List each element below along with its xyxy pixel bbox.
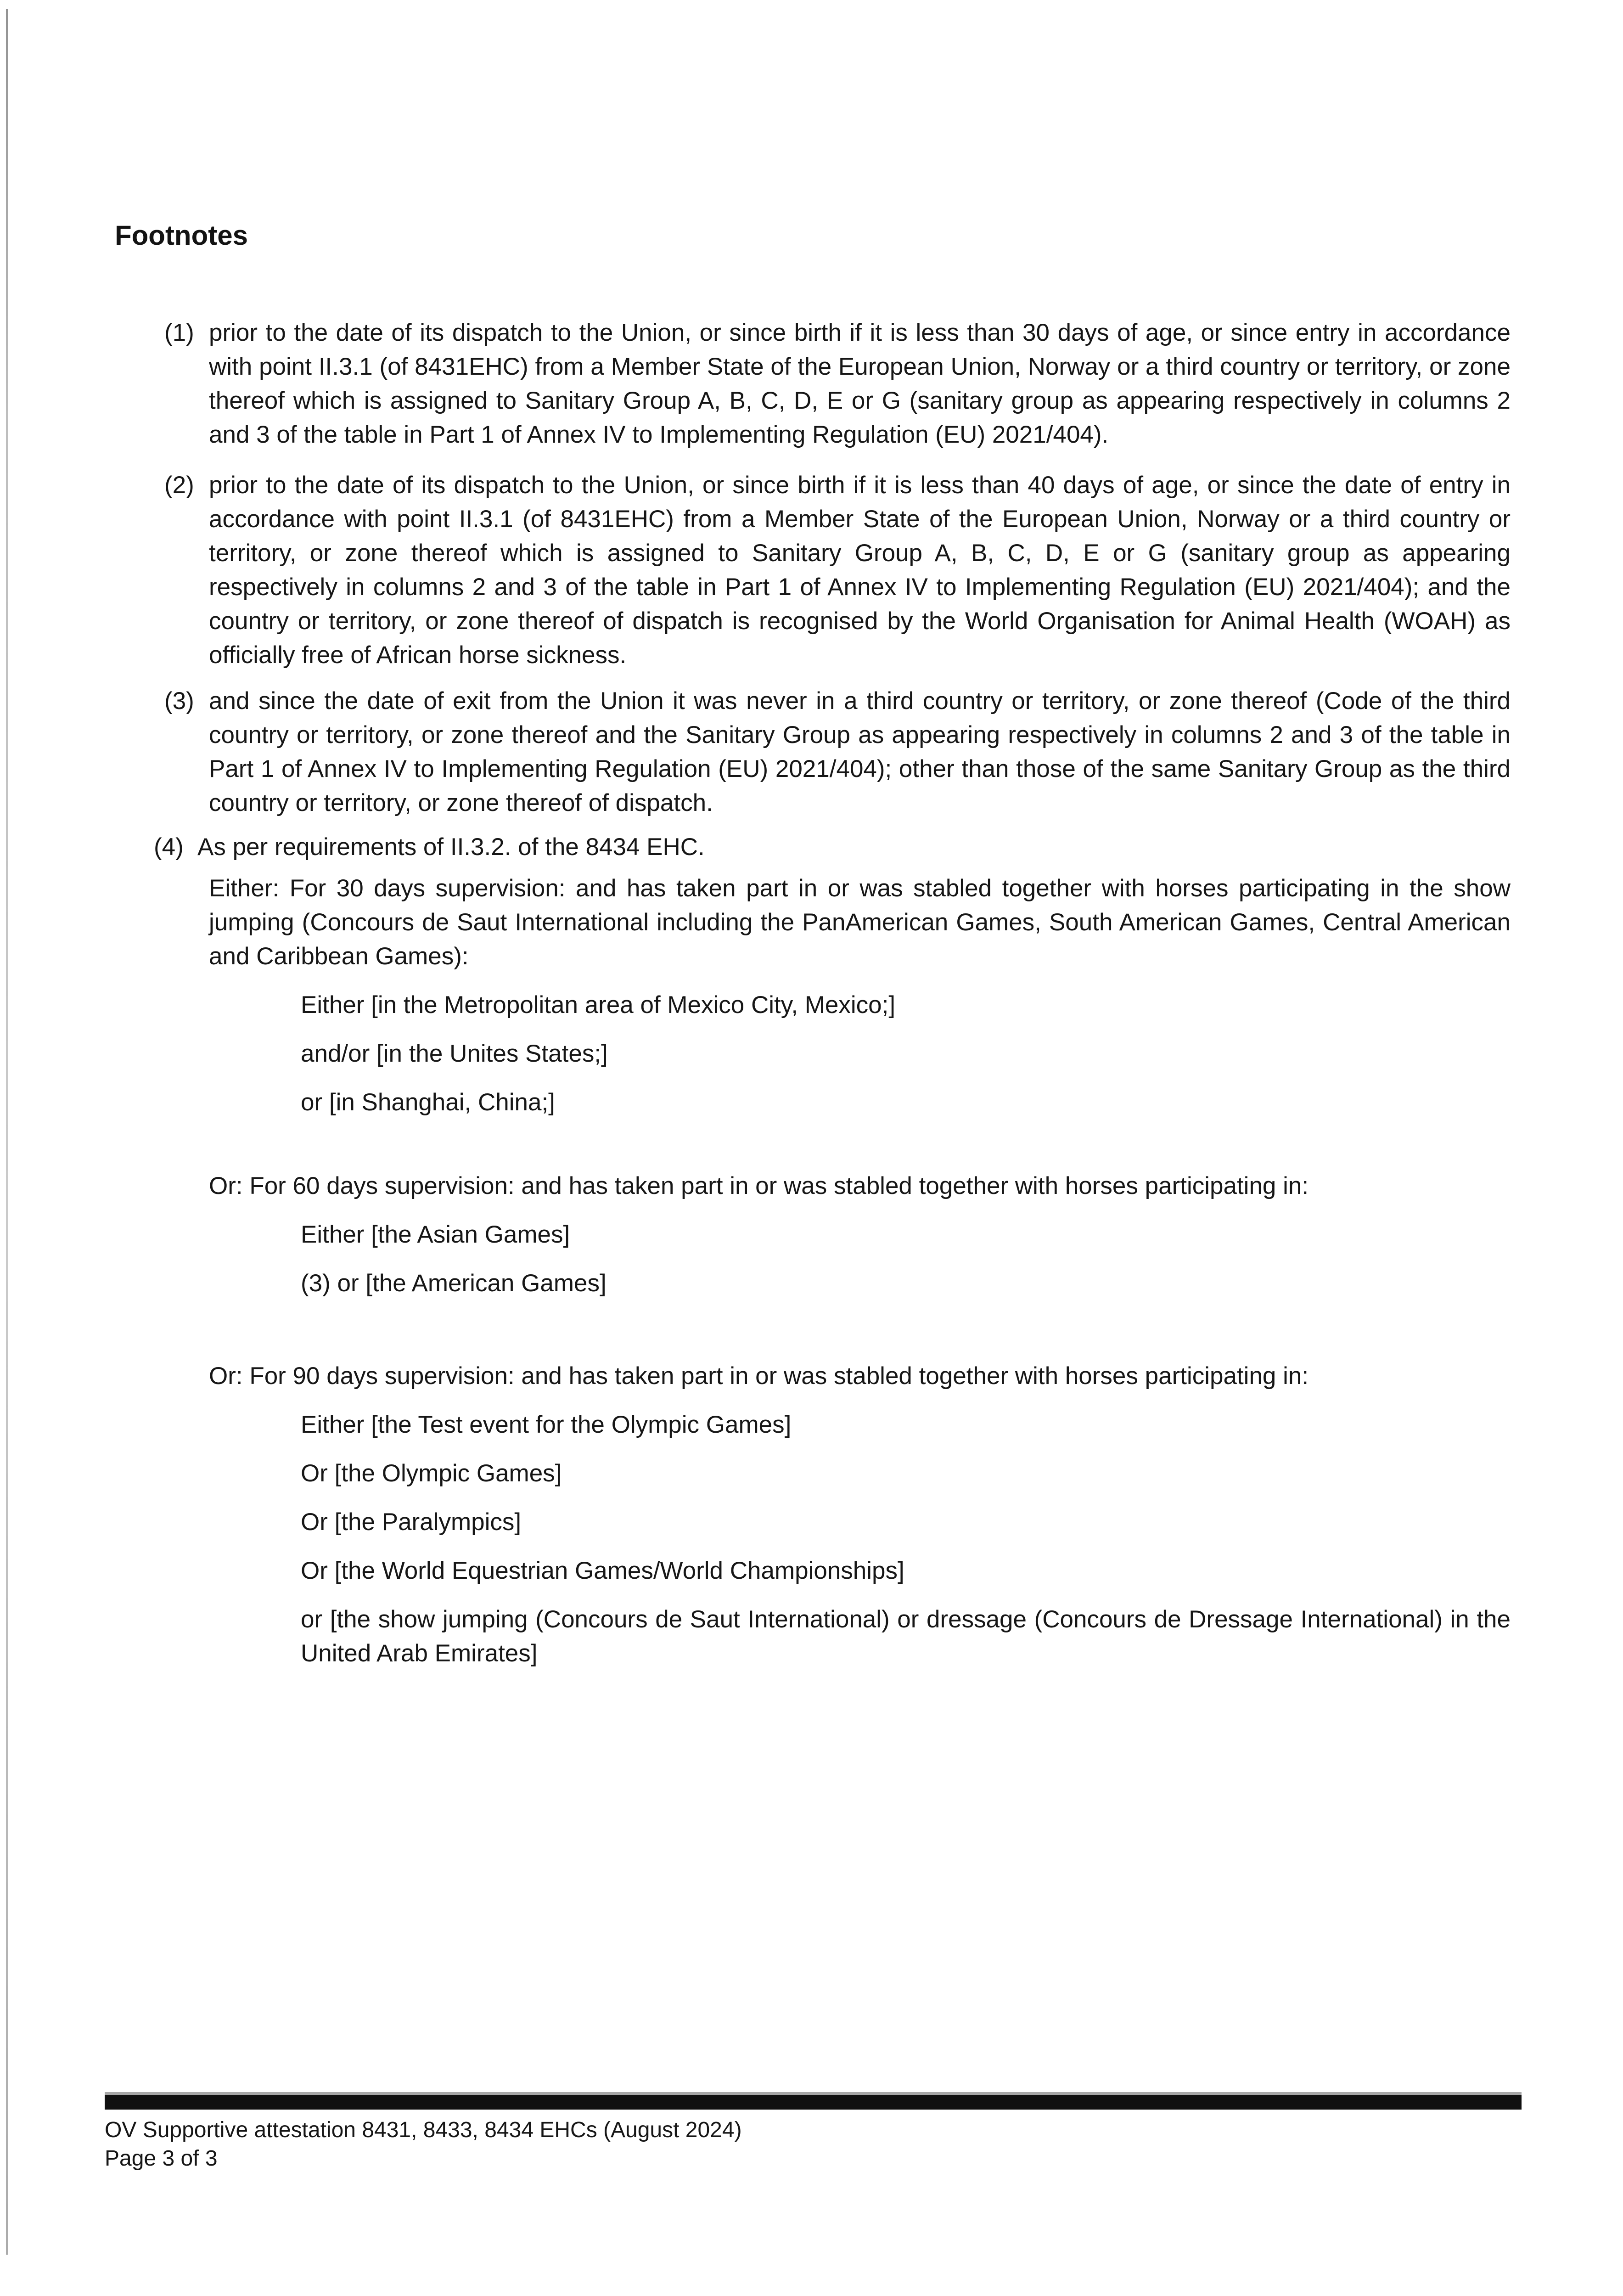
supervision-90-option-4: Or [the World Equestrian Games/World Championships] bbox=[301, 1557, 904, 1584]
footnote-4-text: As per requirements of II.3.2. of the 8434 EHC. bbox=[197, 833, 705, 861]
footer-divider-bar bbox=[105, 2095, 1522, 2110]
footnote-4-label: (4) bbox=[154, 833, 184, 861]
footnote-2-label: (2) bbox=[164, 472, 194, 499]
supervision-60-intro: Or: For 60 days supervision: and has taken part in or was stabled together with horses participating in: bbox=[209, 1172, 1309, 1199]
footnotes-section bbox=[115, 219, 1511, 1671]
footnote-item-4 bbox=[115, 830, 1511, 864]
page-title: Footnotes bbox=[115, 220, 248, 251]
footnote-item-2 bbox=[115, 468, 1511, 672]
footnote-1-text: prior to the date of its dispatch to the Union, or since birth if it is less than 30 days of age, or since entry in accordance with point II.3.1 (of 8431EHC) from a Member State of the European Union, Norway or a third country or territory, or zone thereof which is assigned to Sanitary Group A, B, C, D, E or G (sanitary group as appearing respectively in columns 2 and 3 of the table in Part 1 of Annex IV to Implementing Regulation (EU) 2021/404). bbox=[209, 319, 1511, 448]
footnote-item-3 bbox=[115, 684, 1511, 820]
footnote-item-1 bbox=[115, 316, 1511, 452]
supervision-90-option-1: Either [the Test event for the Olympic Games] bbox=[301, 1411, 792, 1438]
supervision-30-option-1: Either [in the Metropolitan area of Mexico City, Mexico;] bbox=[301, 991, 896, 1019]
scan-edge-artifact bbox=[6, 9, 8, 2255]
supervision-30-intro: Either: For 30 days supervision: and has taken part in or was stabled together with horses participating in the show jumping (Concours de Saut International including the PanAmerican Games, South American Games, Central American and Caribbean Games): bbox=[209, 875, 1511, 970]
footer-page-number: Page 3 of 3 bbox=[105, 2146, 218, 2171]
supervision-30-option-2: and/or [in the Unites States;] bbox=[301, 1040, 608, 1067]
supervision-90-intro: Or: For 90 days supervision: and has taken part in or was stabled together with horses participating in: bbox=[209, 1362, 1309, 1390]
footnote-2-text: prior to the date of its dispatch to the Union, or since birth if it is less than 40 days of age, or since the date of entry in accordance with point II.3.1 (of 8431EHC) from a Member State of the European Union, Norway or a third country or territory, or zone thereof which is assigned to Sanitary Group A, B, C, D, E or G (sanitary group as appearing respectively in columns 2 and 3 of the table in Part 1 of Annex IV to Implementing Regulation (EU) 2021/404); and the country or territory, or zone thereof of dispatch is recognised by the World Organisation for Animal Health (WOAH) as officially free of African horse sickness. bbox=[209, 472, 1511, 669]
footnote-3-text: and since the date of exit from the Union it was never in a third country or territory, or zone thereof (Code of the third country or territory, or zone thereof and the Sanitary Group as appearing respectively in columns 2 and 3 of the table in Part 1 of Annex IV to Implementing Regulation (EU) 2021/404); other than those of the same Sanitary Group as the third country or territory, or zone thereof of dispatch. bbox=[209, 687, 1511, 816]
supervision-60-option-2: (3) or [the American Games] bbox=[301, 1270, 607, 1297]
supervision-90-option-3: Or [the Paralympics] bbox=[301, 1508, 522, 1536]
page-footer bbox=[105, 2095, 1522, 2173]
footnote-3-label: (3) bbox=[164, 687, 194, 715]
footer-doc-title: OV Supportive attestation 8431, 8433, 8434 EHCs (August 2024) bbox=[105, 2118, 742, 2142]
supervision-60-option-1: Either [the Asian Games] bbox=[301, 1221, 570, 1248]
supervision-30-option-3: or [in Shanghai, China;] bbox=[301, 1089, 555, 1116]
supervision-90-option-2: Or [the Olympic Games] bbox=[301, 1460, 562, 1487]
footnote-1-label: (1) bbox=[164, 319, 194, 346]
supervision-90-option-5: or [the show jumping (Concours de Saut International) or dressage (Concours de Dressage International) in the United Arab Emirates] bbox=[301, 1606, 1511, 1667]
